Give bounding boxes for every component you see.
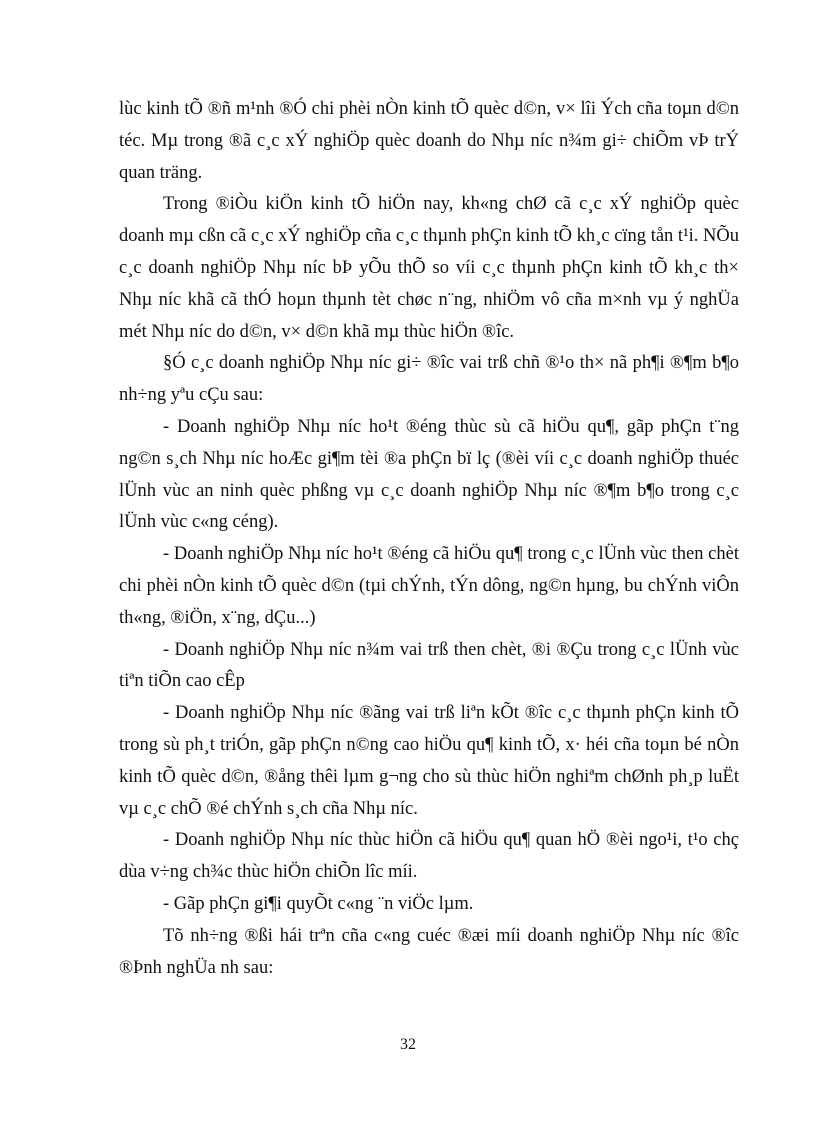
paragraph-9: - Gãp phÇn gi¶i quyÕt c«ng ¨n viÖc lµm. [163, 893, 474, 914]
paragraph-6: - Doanh nghiÖp Nhµ níc n¾m vai trß then chèt, ®i ®Çu trong c¸c lÜnh vùc tiªn tiÕn cao cÊp [119, 639, 739, 692]
paragraph-1: lùc kinh tÕ ®ñ m¹nh ®Ó chi phèi nÒn kinh tÕ quèc d©n, v× lîi Ých cña toµn d©n téc. Mµ trong ®ã c¸c xÝ nghiÖp quèc doanh do Nhµ níc n¾m gi÷ chiÕm vÞ trÝ quan träng. [119, 99, 739, 183]
paragraph-10: Tõ nh÷ng ®ßi hái trªn cña c«ng cuéc ®æi míi doanh nghiÖp Nhµ níc ®îc ®Þnh nghÜa nh sau: [119, 925, 739, 978]
page-number: 32 [400, 1036, 416, 1053]
paragraph-3: §Ó c¸c doanh nghiÖp Nhµ níc gi÷ ®îc vai trß chñ ®¹o th× nã ph¶i ®¶m b¶o nh÷ng yªu cÇu sau: [119, 353, 739, 406]
paragraph-7: - Doanh nghiÖp Nhµ níc ®ãng vai trß liªn kÕt ®îc c¸c thµnh phÇn kinh tÕ trong sù ph¸t triÓn, gãp phÇn n©ng cao hiÖu qu¶ kinh tÕ, x· héi cña toµn bé nÒn kinh tÕ quèc d©n, ®ång thêi lµm g¬ng cho sù thùc hiÖn nghiªm chØnh ph¸p luËt vµ c¸c chÕ ®é chÝnh s¸ch cña Nhµ níc. [119, 703, 739, 819]
paragraph-4: - Doanh nghiÖp Nhµ níc ho¹t ®éng thùc sù cã hiÖu qu¶, gãp phÇn t¨ng ng©n s¸ch Nhµ níc hoÆc gi¶m tèi ®a phÇn bï lç (®èi víi c¸c doanh nghiÖp thuéc lÜnh vùc an ninh quèc phßng vµ c¸c doanh nghiÖp Nhµ níc ®¶m b¶o trong c¸c lÜnh vùc c«ng céng). [119, 416, 739, 533]
paragraph-8: - Doanh nghiÖp Nhµ níc thùc hiÖn cã hiÖu qu¶ quan hÖ ®èi ngo¹i, t¹o chç dùa v÷ng ch¾c thùc hiÖn chiÕn lîc míi. [119, 830, 739, 883]
paragraph-2: Trong ®iÒu kiÖn kinh tÕ hiÖn nay, kh«ng chØ cã c¸c xÝ nghiÖp quèc doanh mµ cßn cã c¸c xÝ nghiÖp cña c¸c thµnh phÇn kinh tÕ kh¸c cïng tån t¹i. NÕu c¸c doanh nghiÖp Nhµ níc bÞ yÕu thÕ so víi c¸c thµnh phÇn kinh tÕ kh¸c th× Nhµ níc khã cã thÓ hoµn thµnh tèt chøc n¨ng, nhiÖm vô cña m×nh vµ ý nghÜa mét Nhµ níc do d©n, v× d©n khã mµ thùc hiÖn ®îc. [119, 194, 739, 342]
paragraph-5: - Doanh nghiÖp Nhµ níc ho¹t ®éng cã hiÖu qu¶ trong c¸c lÜnh vùc then chèt chi phèi nÒn kinh tÕ quèc d©n (tµi chÝnh, tÝn dông, ng©n hµng, bu chÝnh viÔn th«ng, ®iÖn, x¨ng, dÇu...) [119, 544, 739, 628]
body-text [119, 94, 739, 984]
